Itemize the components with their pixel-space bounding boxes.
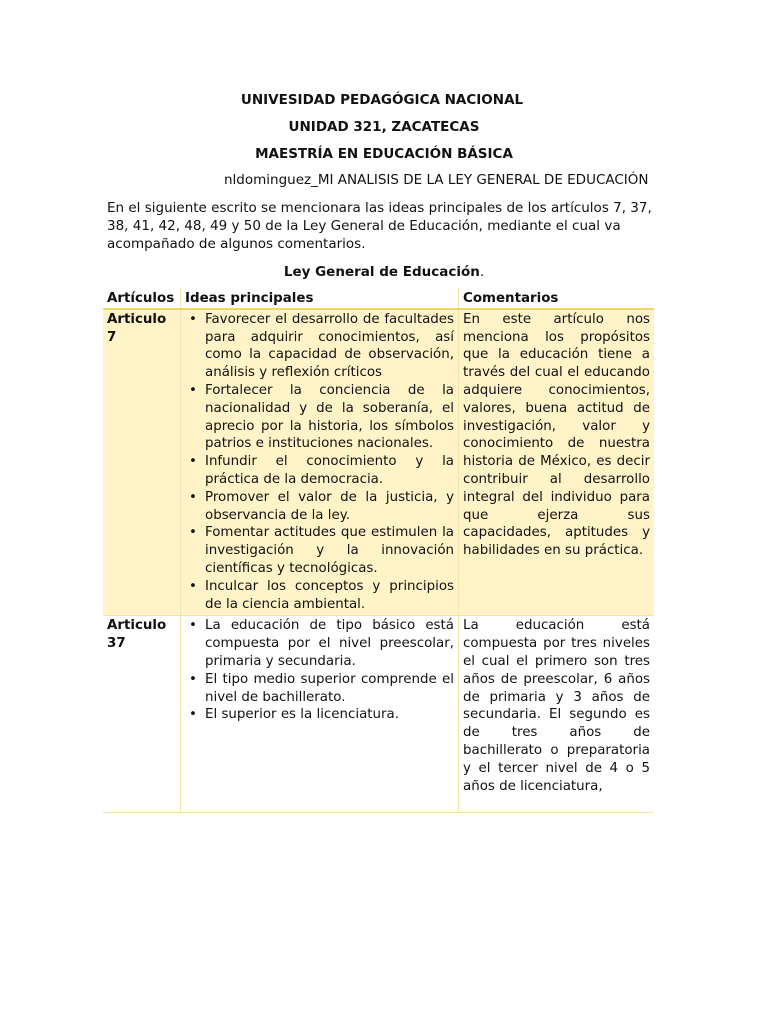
idea-text: Favorecer el desarrollo de facultades para adquirir conocimientos, así como la capacidad de observación, análisis y reflexión críticos bbox=[205, 311, 454, 381]
list-item bbox=[189, 617, 454, 670]
table-title-text: Ley General de Educación bbox=[283, 264, 480, 280]
document-subtitle: nldominguez_MI ANALISIS DE LA LEY GENERAL DE EDUCACIÓN bbox=[224, 172, 649, 188]
header-main-ideas: Ideas principales bbox=[181, 288, 459, 309]
ideas-clip bbox=[185, 617, 454, 810]
articles-table bbox=[103, 288, 654, 813]
ideas-list bbox=[185, 617, 454, 724]
bullet-icon: • bbox=[189, 489, 197, 505]
list-item bbox=[189, 453, 454, 489]
header-articles: Artículos bbox=[103, 288, 181, 309]
comment-cell: En este artículo nos menciona los propósitos que la educación tiene a través del cual el educando adquiere conocimientos, valores, buena actitud de investigación, valor y conocimiento de nuestra historia de México, es decir contribuir al desarrollo integral del individuo para que ejerza sus capacidades, aptitudes y habilidades en su práctica. bbox=[459, 309, 655, 616]
bullet-icon: • bbox=[189, 525, 197, 541]
idea-text: Fortalecer la conciencia de la nacionalidad y de la soberanía, el aprecio por la historia, los símbolos patrios e instituciones nacionales. bbox=[205, 382, 454, 452]
list-item bbox=[189, 382, 454, 453]
bullet-icon: • bbox=[189, 454, 197, 470]
idea-text: Infundir el conocimiento y la práctica de la democracia. bbox=[205, 454, 454, 487]
bullet-icon: • bbox=[189, 382, 197, 398]
bullet-icon: • bbox=[189, 618, 197, 634]
bullet-icon: • bbox=[189, 311, 197, 327]
intro-paragraph: En el siguiente escrito se mencionara las ideas principales de los artículos 7, 37, 38, 41, 42, 48, 49 y 50 de la Ley General de Educación, mediante el cual va acompañado de algunos comentarios. bbox=[107, 200, 652, 252]
ideas-cell bbox=[181, 309, 459, 616]
idea-text: Fomentar actitudes que estimulen la investigación y la innovación científicas y tecnológicas. bbox=[205, 525, 454, 576]
table-row bbox=[103, 309, 654, 616]
list-item bbox=[189, 489, 454, 525]
title-unit: UNIDAD 321, ZACATECAS bbox=[288, 119, 480, 135]
comment-clip: La educación está compuesta por tres niveles el cual el primero son tres años de preescolar, 6 años de primaria y 3 años de secundaria. El segundo es de tres años de bachillerato o preparatoria y el tercer nivel de 4 o 5 años de licenciatura, bbox=[463, 618, 650, 794]
bullet-icon: • bbox=[189, 671, 197, 687]
idea-text: Promover el valor de la justicia, y observancia de la ley. bbox=[205, 489, 454, 523]
header-comments: Comentarios bbox=[459, 288, 655, 309]
idea-text: El superior es la licenciatura. bbox=[205, 707, 399, 723]
table-title-period: . bbox=[479, 264, 485, 280]
table-row bbox=[103, 616, 654, 813]
idea-text: Inculcar los conceptos y principios de la ciencia ambiental. bbox=[205, 578, 454, 612]
ideas-list bbox=[185, 311, 454, 614]
idea-text: El tipo medio superior comprende el nivel de bachillerato. bbox=[205, 671, 454, 705]
title-program: MAESTRÍA EN EDUCACIÓN BÁSICA bbox=[255, 146, 513, 162]
list-item bbox=[189, 311, 454, 382]
list-item bbox=[189, 671, 454, 707]
idea-text: La educación de tipo básico está compuesta por el nivel preescolar, primaria y secundaria. bbox=[205, 618, 454, 669]
table-header-row bbox=[103, 288, 654, 309]
title-university: UNIVESIDAD PEDAGÓGICA NACIONAL bbox=[240, 92, 524, 108]
article-cell: Articulo 7 bbox=[103, 309, 181, 616]
list-item bbox=[189, 524, 454, 577]
list-item bbox=[189, 578, 454, 614]
bullet-icon: • bbox=[189, 578, 197, 594]
ideas-cell bbox=[181, 616, 459, 813]
article-cell: Articulo 37 bbox=[103, 616, 181, 813]
list-item bbox=[189, 706, 454, 724]
bullet-icon: • bbox=[189, 707, 197, 723]
comment-cell bbox=[459, 616, 655, 813]
table-title bbox=[0, 264, 768, 280]
